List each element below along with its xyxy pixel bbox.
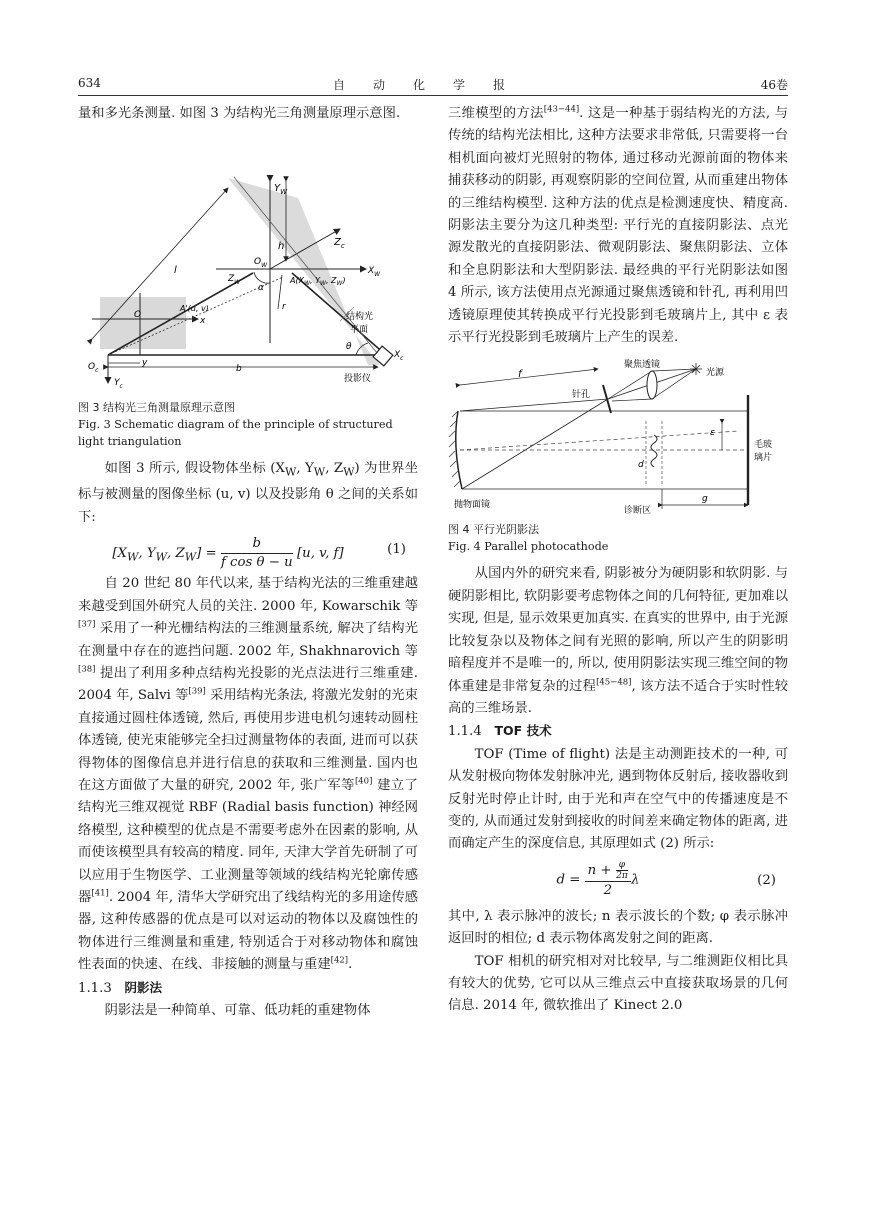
section-heading-114: 1.1.4 TOF 技术 [448,723,552,740]
figure-3-caption-en-2: light triangulation [78,435,182,449]
equation-1: [$X_W$, $Y_W$, $Z_W$] = $\frac{b}{\text{f cos θ − u}}$ [u, v, f] (1) [112,536,406,571]
svg-text:d: d [638,460,644,471]
structured-light-plane [228,178,380,365]
svg-text:ZW: $Z_W$ [228,274,241,287]
svg-text:A'(u, v): A'(u, v) [180,304,209,314]
svg-text:θ: θ [346,342,352,353]
right-column [448,103,788,1018]
svg-text:r: r [282,302,286,313]
header-rule [78,95,788,96]
svg-text:YW: $Y_W$ [274,183,288,197]
page-number: 634 [78,76,101,90]
svg-text:g: g [702,494,708,505]
svg-text:Oc: $O_c$ [88,362,99,375]
svg-text:结构光: 结构光 [346,312,374,323]
svg-text:Xc: $X_c$ [394,350,404,363]
paragraph-history: 自 20 世纪 80 年代以来, 基于结构光法的三维重建越来越受到国外研究人员的关注. 2000 年, Kowarschik 等[37] 采用了一种光栅结构法的三维测量系统, 解决了结构光在测量中存在的遮挡问题. 2002 年, Shakhnarovich 等[38] 提出了利用多种点结构光投影的光点法进行三维重建. 2004 年, Salvi 等[39] 采用结构光条法, 将激光发射的光束直接通过圆柱体透镜, 然后, 再使用步进电机匀速转动圆柱体透镜, 使光束能够完全扫过测量物体的表面, 进而可以获得物体的图像信息并进行信息的获取和三维测量. 国内也在这方面做了大量的研究, 2002 年, 张广军等[40] 建立了结构光三维双视觉 RBF (Radial basis function) 神经网络模型, 这种模型的优点是不需要考虑外在因素的影响, 从而使该模型具有较高的精度. 同年, 天津大学首先研制了可以应用于生物医学、工业测量等领域的线结构光轮廓传感器[41]. 2004 年, 清华大学研究出了线结构光的多用途传感器, 这种传感器的优点是可以对运动的物体以及腐蚀性的物体进行三维测量和重建, 特别适合于对移动物体和腐蚀性表面的快速、在线、非接触的测量与重建[42]. [78,576,418,973]
figure-3-caption-zh: 图 3 结构光三角测量原理示意图 [78,401,235,415]
svg-text:璃片: 璃片 [754,453,773,464]
light-source [690,363,702,375]
figure-3 [78,133,418,391]
left-column [78,103,418,1022]
svg-text:f: f [518,369,522,381]
svg-text:诊断区: 诊断区 [624,506,652,516]
svg-text:针孔: 针孔 [572,390,591,401]
test-object [651,435,657,467]
svg-text:光源: 光源 [706,368,725,379]
svg-text:投影仪: 投影仪 [344,374,372,385]
svg-text:聚焦透镜: 聚焦透镜 [624,360,661,371]
figure-3-caption-en-1: Fig. 3 Schematic diagram of the principle of structured [78,418,393,432]
equation-2-number: (2) [757,872,776,888]
figure-4-diagram [448,355,788,515]
paragraph-intro: 量和多光条测量. 如图 3 为结构光三角测量原理示意图. [78,106,401,121]
svg-text:α: α [258,283,264,294]
paragraph-tof-camera: TOF 相机的研究相对对比较早, 与二维测距仪相比具有较大的优势, 它可以从三维点云中直接获取场景的几何信息. 2014 年, 微软推出了 Kinect 2.0 [448,953,788,1014]
svg-text:Yc: $Y_c$ [114,378,123,391]
journal-title: 自动化学报 [332,78,533,92]
figure-3-diagram [78,133,418,391]
figure-4-caption-en: Fig. 4 Parallel photocathode [448,540,609,554]
svg-text:平面: 平面 [350,325,369,336]
paragraph-soft-shadow: 从国内外的研究来看, 阴影被分为硬阴影和软阴影. 与硬阴影相比, 软阴影要考虑物体之间的几何特征, 更加难以实现, 但是, 显示效果更加真实. 在真实的世界中, 由于光源比较复杂以及物体之间有光照的影响, 所以产生的阴影明暗程度并不是唯一的, 所以, 使用阴影法实现三维空间的物体重建是非常复杂的过程[45−48], 该方法不适合于实时性较高的三维场景. [448,566,789,716]
svg-text:h: h [278,241,285,253]
paragraph-tof-intro: TOF (Time of flight) 法是主动测距技术的一种, 可从发射极向物体发射脉冲光, 遇到物体反射后, 接收器收到反射光时停止计时, 由于光和声在空气中的传播速度是不变的, 从而通过发射到接收的时间差来确定物体的距离, 进而确定产生的深度信息, 其原理如式 (2) 所示: [448,746,788,852]
paragraph-eq1-intro: 如图 3 所示, 假设物体坐标 ($X_W$, $Y_W$, $Z_W$) 为世界坐标与被测量的图像坐标 (u, v) 以及投影角 θ 之间的关系如下: [78,461,418,525]
svg-text:毛玻: 毛玻 [754,440,773,451]
svg-text:A(XW, YW, ZW): $A(X_W$, $Y_W$, $Z_W$) [290,276,346,288]
svg-text:O: O [134,310,142,321]
focusing-lens [647,371,657,399]
section-heading-113: 1.1.3 阴影法 [78,979,163,996]
svg-text:XW: $X_W$ [368,266,381,279]
paragraph-shadow-method: 三维模型的方法[43−44]. 这是一种基于弱结构光的方法, 与传统的结构光法相比, 这种方法要求非常低, 只需要将一台相机面向被灯光照射的物体, 通过移动光源前面的物体来捕获移动的阴影, 再观察阴影的空间位置, 从而重建出物体的三维结构模型. 这种方法的优点是检测速度快、精度高. 阴影法主要分为这几种类型: 平行光的直接阴影法、点光源发散光的直接阴影法、微观阴影法、聚焦阴影法、立体和全息阴影法和大型阴影法. 最经典的平行光阴影法如图 4 所示, 该方法使用点光源通过聚焦透镜和针孔, 再利用凹透镜原理使其转换成平行光投影到毛玻璃片上, 其中 ε 表示平行光投影到毛玻璃片上产生的误差. [448,104,788,346]
volume-label: 46卷 [760,78,788,92]
equation-1-number: (1) [387,542,406,558]
svg-text:x: x [200,316,206,327]
svg-text:抛物面镜: 抛物面镜 [454,500,491,511]
svg-text:l: l [174,265,177,277]
figure-4-caption-zh: 图 4 平行光阴影法 [448,523,539,537]
svg-text:OW: $O_W$ [254,257,268,270]
svg-text:b: b [236,364,242,375]
figure-4 [448,355,788,515]
svg-text:y: y [142,358,148,369]
paragraph-shadow-intro: 阴影法是一种简单、可靠、低功耗的重建物体 [104,1003,371,1018]
svg-text:Zc: $Z_c$ [334,237,345,251]
svg-text:ε: ε [710,428,715,439]
paragraph-variables: 其中, λ 表示脉冲的波长; n 表示波长的个数; φ 表示脉冲返回时的相位; d 表示物体离发射之间的距离. [448,908,788,947]
equation-2: d = n + $\frac{\varphi}{2\pi}$ 2 λ (2) [556,859,776,898]
image-plane [100,297,186,349]
